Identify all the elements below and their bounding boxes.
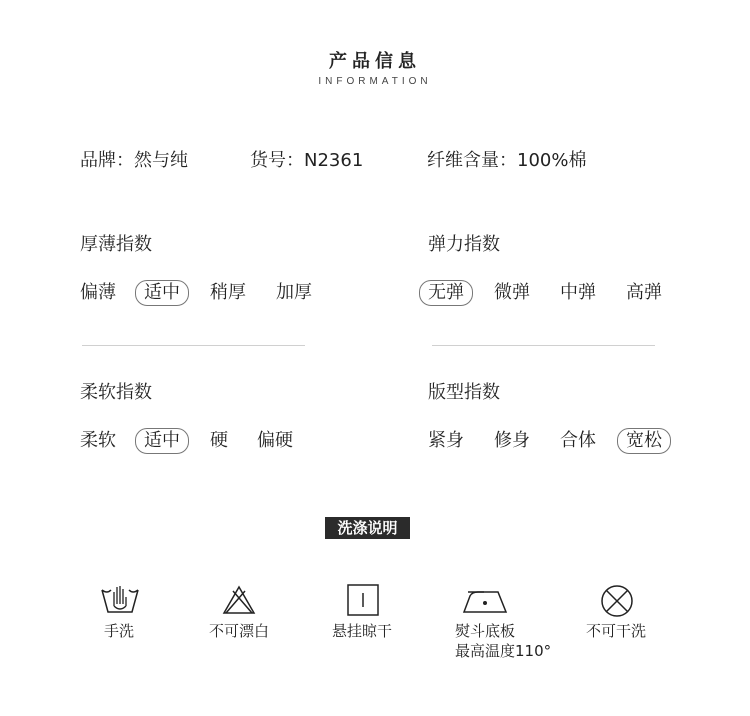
fiber-content-spec: 纤维含量：100%棉 bbox=[427, 150, 587, 171]
thickness-option-thin: 偏薄 bbox=[80, 282, 116, 303]
softness-option-rather-hard: 偏硬 bbox=[257, 430, 293, 451]
divider-left bbox=[82, 345, 305, 346]
divider-right bbox=[432, 345, 655, 346]
section-subtitle: INFORMATION bbox=[318, 76, 432, 87]
hang-dry-icon bbox=[347, 584, 379, 616]
care-instructions-title: 洗涤说明 bbox=[325, 517, 410, 539]
softness-option-medium-selected: 适中 bbox=[135, 428, 189, 454]
elasticity-option-slight: 微弹 bbox=[494, 282, 530, 303]
no-bleach-icon bbox=[222, 585, 256, 615]
care-label-no-dry-clean: 不可干洗 bbox=[586, 622, 647, 640]
elasticity-option-medium: 中弹 bbox=[560, 282, 596, 303]
fit-option-tight: 紧身 bbox=[428, 430, 464, 451]
thickness-option-medium-selected: 适中 bbox=[135, 280, 189, 306]
care-label-hang-dry: 悬挂晾干 bbox=[332, 622, 393, 640]
thickness-option-thick: 加厚 bbox=[276, 282, 312, 303]
fit-option-loose-selected: 宽松 bbox=[617, 428, 671, 454]
hand-wash-icon bbox=[100, 582, 140, 614]
softness-option-hard: 硬 bbox=[210, 430, 228, 451]
thickness-option-slightly-thick: 稍厚 bbox=[210, 282, 246, 303]
thickness-index-title: 厚薄指数 bbox=[80, 234, 152, 255]
item-number-spec: 货号：N2361 bbox=[250, 150, 364, 171]
section-title: 产品信息 bbox=[329, 51, 421, 72]
care-label-iron-temperature: 最高温度110° bbox=[455, 642, 552, 660]
elasticity-index-title: 弹力指数 bbox=[428, 234, 500, 255]
brand-spec: 品牌：然与纯 bbox=[80, 150, 188, 171]
care-label-iron: 熨斗底板 bbox=[455, 622, 516, 640]
fit-option-slim: 修身 bbox=[494, 430, 530, 451]
elasticity-option-high: 高弹 bbox=[626, 282, 662, 303]
iron-icon bbox=[462, 586, 508, 614]
fit-index-title: 版型指数 bbox=[428, 382, 500, 403]
elasticity-option-none-selected: 无弹 bbox=[419, 280, 473, 306]
softness-index-title: 柔软指数 bbox=[80, 382, 152, 403]
care-label-no-bleach: 不可漂白 bbox=[209, 622, 270, 640]
no-dry-clean-icon bbox=[600, 584, 634, 618]
care-label-hand-wash: 手洗 bbox=[104, 622, 135, 640]
softness-option-soft: 柔软 bbox=[80, 430, 116, 451]
fit-option-regular: 合体 bbox=[560, 430, 596, 451]
